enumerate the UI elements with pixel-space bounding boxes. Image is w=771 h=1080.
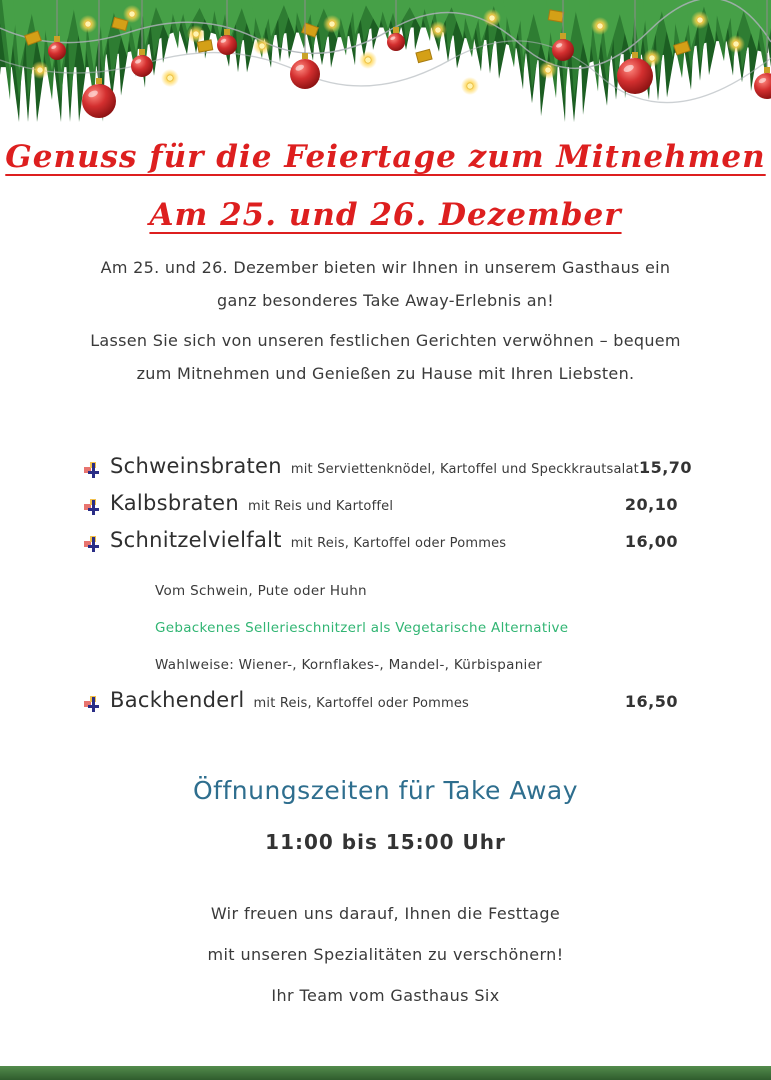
schnitzel-notes — [155, 573, 678, 684]
menu-item-kalbsbraten — [84, 491, 678, 521]
intro-line: Lassen Sie sich von unseren festlichen Gerichten verwöhnen – bequem — [90, 331, 681, 350]
intro-line: ganz besonderes Take Away-Erlebnis an! — [217, 291, 554, 310]
flyer-date-title: Am 25. und 26. Dezember — [149, 197, 622, 233]
menu-item-price: 15,70 — [638, 458, 693, 477]
intro-line: Am 25. und 26. Dezember bieten wir Ihnen in unserem Gasthaus ein — [100, 258, 671, 277]
footer-text — [0, 893, 771, 1016]
menu-item-description: mit Reis, Kartoffel oder Pommes — [290, 536, 507, 551]
hours-time: 11:00 bis 15:00 Uhr — [265, 830, 506, 854]
candle-bullet-icon — [84, 462, 100, 480]
menu-item-backhenderl — [84, 688, 678, 718]
menu-item-price: 16,50 — [624, 692, 678, 711]
footer-line: Wir freuen uns darauf, Ihnen die Festtage — [210, 904, 561, 923]
menu-item-price: 20,10 — [624, 495, 678, 514]
candle-bullet-icon — [84, 536, 100, 554]
bottom-garland-edge — [0, 1066, 771, 1080]
flyer-title: Genuss für die Feiertage zum Mitnehmen — [5, 139, 766, 175]
schnitzel-note: Wahlweise: Wiener-, Kornflakes-, Mandel-, Kürbispanier — [155, 657, 543, 673]
footer-line: mit unseren Spezialitäten zu verschönern! — [207, 945, 564, 964]
menu-item-name: Schweinsbraten — [110, 454, 282, 478]
menu-item-schweinsbraten — [84, 454, 693, 484]
menu-list — [84, 454, 693, 725]
intro-line: zum Mitnehmen und Genießen zu Hause mit Ihren Liebsten. — [136, 364, 635, 383]
footer-line: Ihr Team vom Gasthaus Six — [271, 986, 500, 1005]
hours-title: Öffnungszeiten für Take Away — [192, 776, 579, 805]
menu-item-name: Backhenderl — [110, 688, 245, 712]
menu-item-name: Schnitzelvielfalt — [110, 528, 282, 552]
menu-item-description: mit Reis und Kartoffel — [247, 499, 394, 514]
schnitzel-note: Vom Schwein, Pute oder Huhn — [155, 583, 367, 599]
menu-item-name: Kalbsbraten — [110, 491, 239, 515]
candle-bullet-icon — [84, 696, 100, 714]
schnitzel-note-vegetarian: Gebackenes Sellerieschnitzerl als Vegetarische Alternative — [155, 620, 569, 636]
menu-item-price: 16,00 — [624, 532, 678, 551]
menu-item-description: mit Reis, Kartoffel oder Pommes — [253, 696, 470, 711]
candle-bullet-icon — [84, 499, 100, 517]
menu-item-schnitzelvielfalt — [84, 528, 678, 558]
christmas-garland-image — [0, 0, 771, 138]
menu-item-description: mit Serviettenknödel, Kartoffel und Speckkrautsalat — [290, 462, 639, 477]
intro-text — [0, 251, 771, 390]
